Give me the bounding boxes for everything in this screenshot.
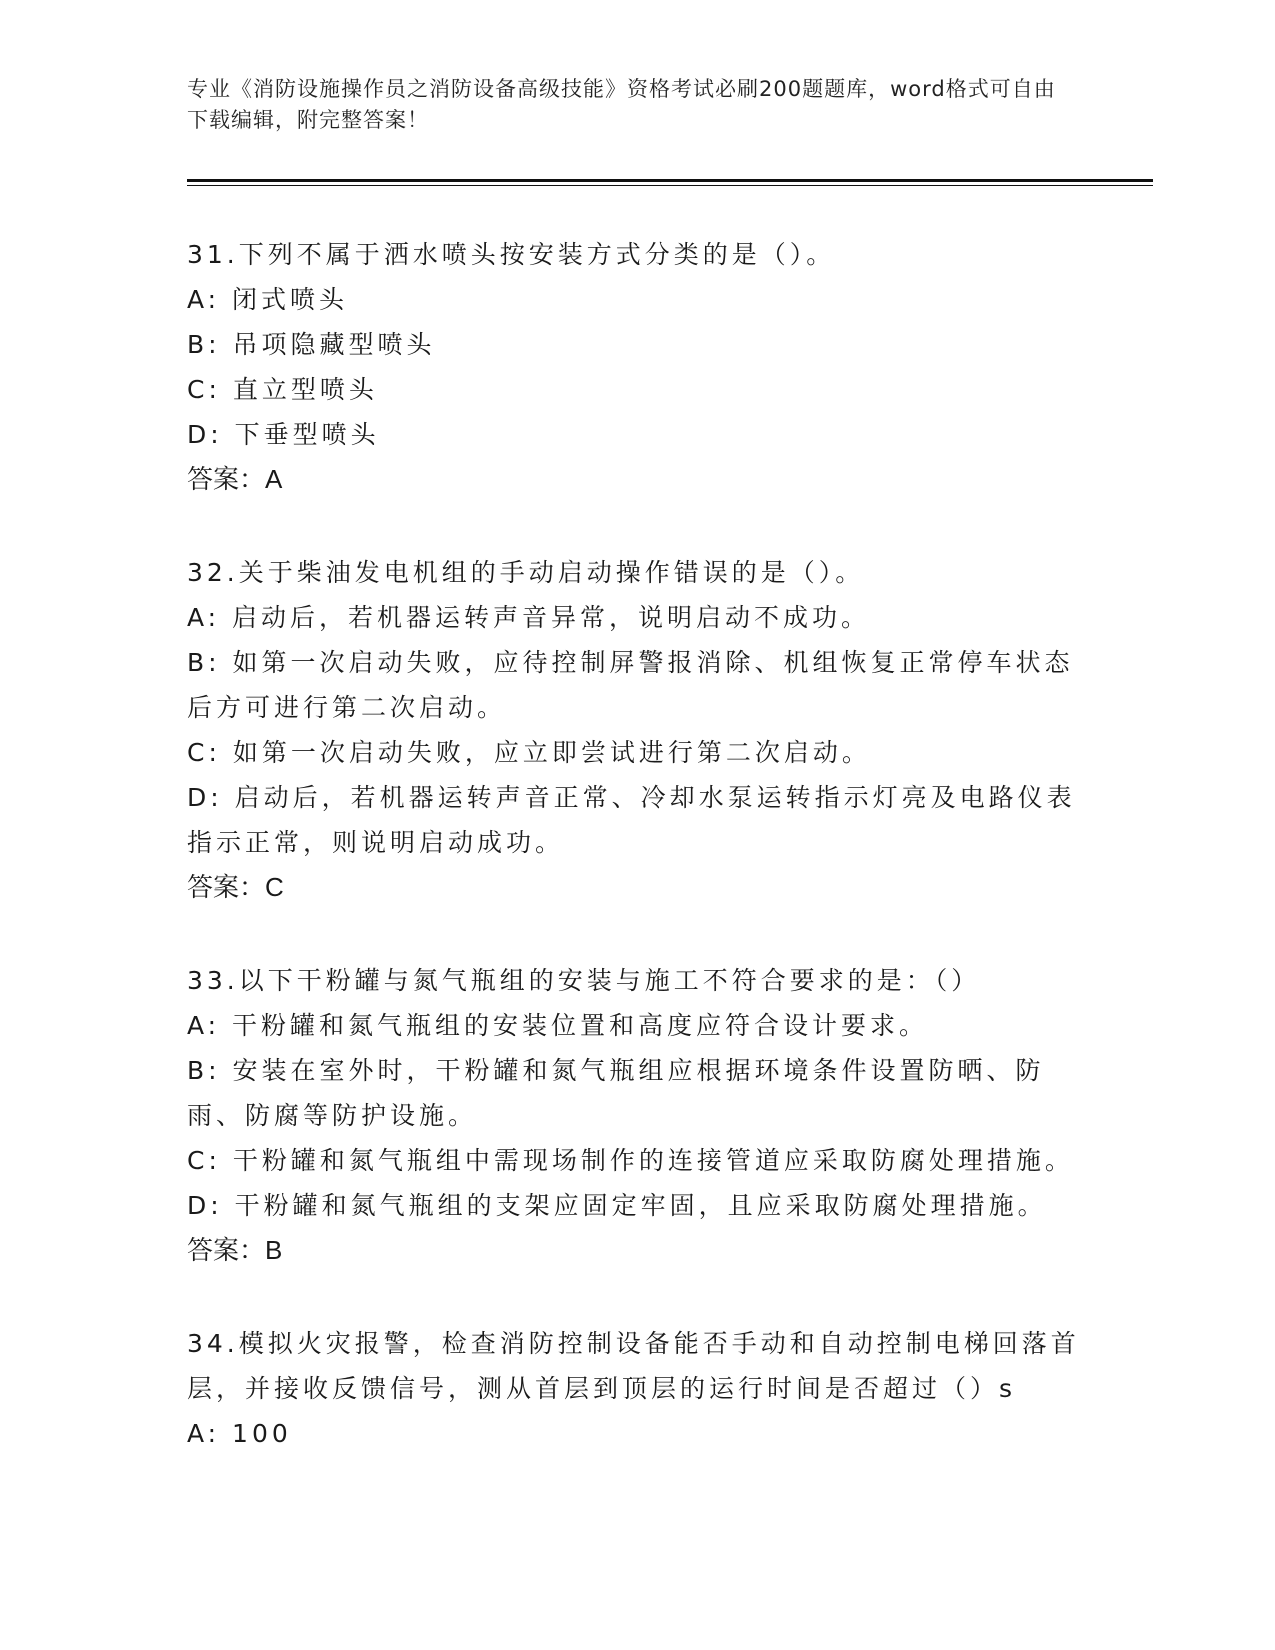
option-c: C: 干粉罐和氮气瓶组中需现场制作的连接管道应采取防腐处理措施。: [187, 1146, 1074, 1175]
option-d: D: 下垂型喷头: [187, 420, 380, 449]
option-c: C: 直立型喷头: [187, 375, 378, 404]
question-stem: 34.模拟火灾报警，检查消防控制设备能否手动和自动控制电梯回落首层，并接收反馈信号，测从首层到顶层的运行时间是否超过（）s: [187, 1329, 1080, 1403]
question-32: [187, 550, 1087, 910]
question-34: [187, 1321, 1087, 1456]
question-stem: 33.以下干粉罐与氮气瓶组的安装与施工不符合要求的是：（）: [187, 966, 981, 995]
option-a: A: 干粉罐和氮气瓶组的安装位置和高度应符合设计要求。: [187, 1011, 929, 1040]
question-list: [187, 232, 1087, 1504]
question-31: [187, 232, 1087, 502]
option-b: B: 安装在室外时，干粉罐和氮气瓶组应根据环境条件设置防晒、防雨、防腐等防护设施。: [187, 1056, 1045, 1130]
option-a: A: 闭式喷头: [187, 285, 349, 314]
answer-label: 答案：B: [187, 1235, 283, 1265]
header-rule-thick: [187, 179, 1153, 182]
option-b: B: 吊项隐藏型喷头: [187, 330, 436, 359]
option-b: B: 如第一次启动失败，应待控制屏警报消除、机组恢复正常停车状态后方可进行第二次启动。: [187, 648, 1074, 722]
document-header: 专业《消防设施操作员之消防设备高级技能》资格考试必刷200题题库，word格式可自由下载编辑，附完整答案！: [187, 77, 1056, 132]
option-c: C: 如第一次启动失败，应立即尝试进行第二次启动。: [187, 738, 871, 767]
question-stem: 31.下列不属于洒水喷头按安装方式分类的是（）。: [187, 240, 836, 269]
option-d: D: 干粉罐和氮气瓶组的支架应固定牢固，且应采取防腐处理措施。: [187, 1191, 1047, 1220]
question-stem: 32.关于柴油发电机组的手动启动操作错误的是（）。: [187, 558, 865, 587]
option-a: A: 100: [187, 1419, 292, 1448]
answer-label: 答案：A: [187, 464, 283, 494]
question-33: [187, 958, 1087, 1273]
header-rule-thin: [187, 185, 1153, 186]
option-a: A: 启动后，若机器运转声音异常，说明启动不成功。: [187, 603, 871, 632]
option-d: D: 启动后，若机器运转声音正常、冷却水泵运转指示灯亮及电路仪表指示正常，则说明启动成功。: [187, 783, 1076, 857]
answer-label: 答案：C: [187, 872, 284, 902]
